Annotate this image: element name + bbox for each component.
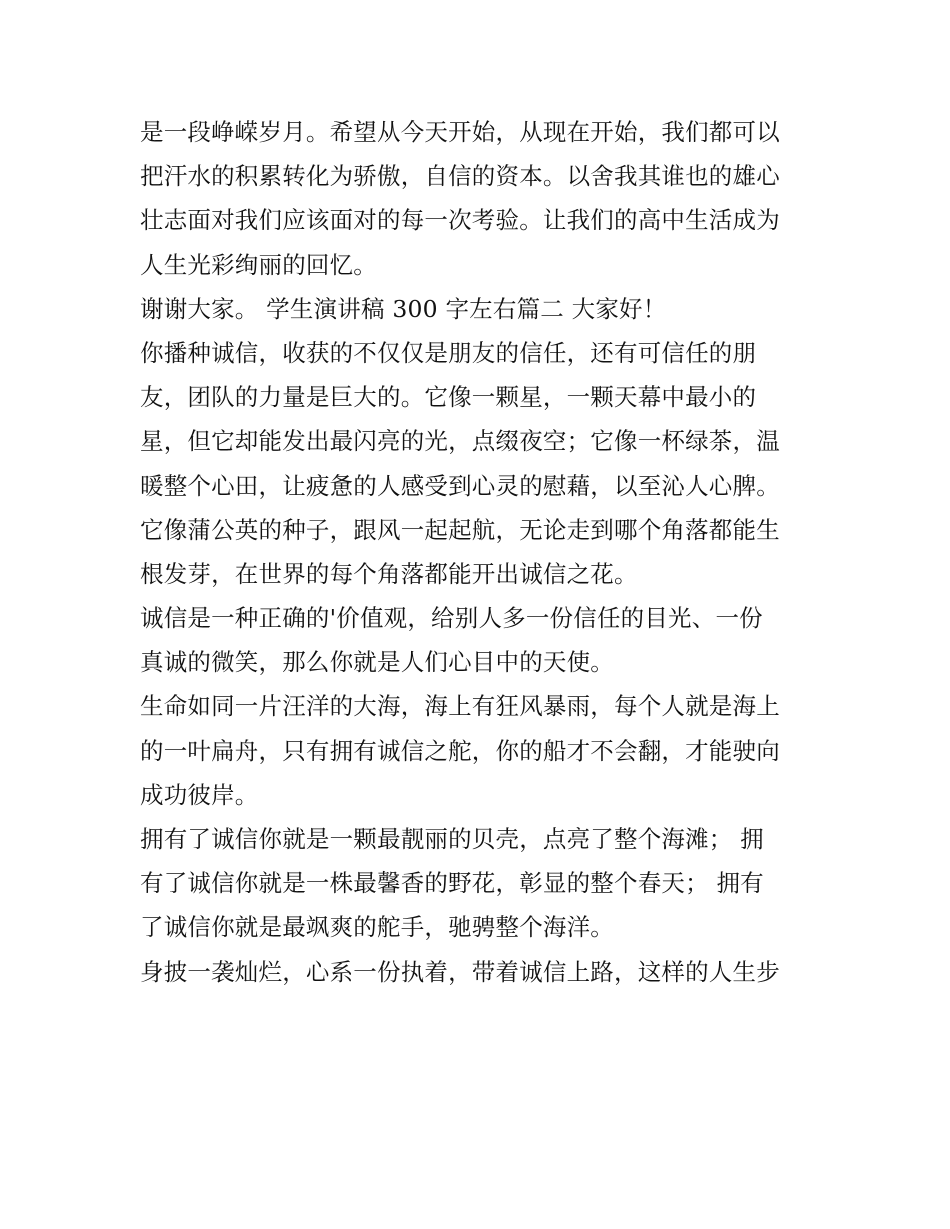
text-line: 诚信是一种正确的'价值观，给别人多一份信任的目光、一份 [140,604,763,633]
text-line: 把汗水的积累转化为骄傲，自信的资本。以舍我其谁也的雄心 [140,162,780,191]
text-line: 你播种诚信，收获的不仅仅是朋友的信任，还有可信任的朋 [140,338,757,367]
text-line: 是一段峥嵘岁月。希望从今天开始，从现在开始，我们都可以 [140,118,780,146]
text-line: 了诚信你就是最飒爽的舵手，驰骋整个海洋。 [140,913,614,942]
text-line: 成功彼岸。 [140,780,259,809]
text-line: 友，团队的力量是巨大的。它像一颗星，一颗天幕中最小的 [140,383,757,412]
text-line: 身披一袭灿烂，心系一份执着，带着诚信上路，这样的人生步 [140,957,780,986]
text-line: 谢谢大家。 学生演讲稿 300 字左右篇二 大家好！ [140,294,667,323]
text-line: 人生光彩绚丽的回忆。 [140,250,377,279]
text-line: 生命如同一片汪洋的大海，海上有狂风暴雨，每个人就是海上 [140,692,780,721]
text-line: 有了诚信你就是一株最馨香的野花，彰显的整个春天； 拥有 [140,869,764,898]
text-line: 的一叶扁舟，只有拥有诚信之舵，你的船才不会翻，才能驶向 [140,736,780,765]
text-line: 壮志面对我们应该面对的每一次考验。让我们的高中生活成为 [140,206,780,235]
text-line: 星，但它却能发出最闪亮的光，点缀夜空；它像一杯绿茶，温 [140,427,780,456]
text-line: 它像蒲公英的种子，跟风一起起航，无论走到哪个角落都能生 [140,515,780,544]
text-line: 根发芽，在世界的每个角落都能开出诚信之花。 [140,559,638,588]
document-body [140,110,820,994]
text-line: 拥有了诚信你就是一颗最靓丽的贝壳，点亮了整个海滩； 拥 [140,825,764,853]
text-line: 暖整个心田，让疲惫的人感受到心灵的慰藉，以至沁人心脾。 [140,471,780,500]
text-line: 真诚的微笑，那么你就是人们心目中的天使。 [140,648,614,677]
